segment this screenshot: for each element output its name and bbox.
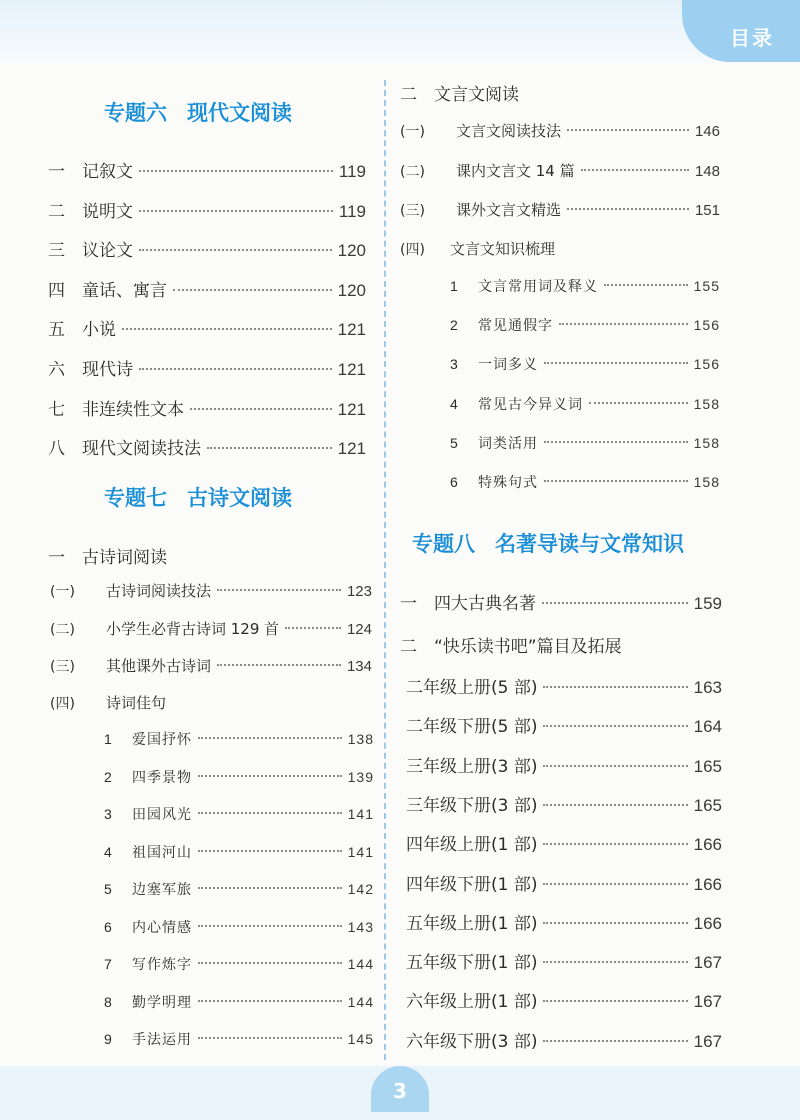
toc-entry-num: 一 — [48, 162, 65, 182]
toc-item[interactable] — [450, 276, 720, 296]
toc-entry[interactable] — [48, 157, 366, 182]
section7-heading-title: 古诗文阅读 — [187, 486, 292, 510]
toc-subentry-num: (一) — [400, 124, 425, 140]
toc-subentry-page: 146 — [694, 123, 720, 140]
section8-item1[interactable] — [400, 589, 722, 614]
section8-heading-title: 名著导读与文常知识 — [495, 532, 684, 556]
grade-entry-page: 165 — [693, 756, 722, 776]
section6-heading-num: 专题六 — [104, 101, 167, 125]
toc-entry-label: 现代文阅读技法 — [82, 439, 201, 460]
leader-dots — [198, 775, 342, 777]
toc-item-label: 常见古今异义词 — [478, 396, 583, 413]
toc-item-page: 141 — [347, 806, 374, 822]
grade-entry-label: 六年级上册(1 部) — [406, 992, 538, 1013]
toc-subentry[interactable] — [400, 160, 720, 181]
leader-dots — [542, 602, 688, 604]
leader-dots — [198, 887, 342, 889]
toc-entry-num: 三 — [48, 241, 65, 262]
grade-entry-label: 二年级下册(5 部) — [406, 717, 538, 738]
section7-sub4-label: 诗词佳句 — [106, 694, 167, 712]
grade-entry[interactable] — [406, 909, 722, 934]
leader-dots — [567, 129, 689, 131]
leader-dots — [217, 664, 341, 666]
toc-item-label: 写作炼字 — [132, 957, 192, 973]
toc-entry-label: 小说 — [82, 320, 116, 341]
toc-entry[interactable] — [48, 315, 366, 340]
toc-entry[interactable] — [48, 236, 366, 261]
toc-subentry-label: 文言文阅读技法 — [456, 122, 562, 140]
toc-item[interactable] — [104, 729, 374, 749]
toc-item-num: 5 — [450, 434, 458, 451]
toc-item-label: 田园风光 — [132, 807, 192, 823]
section8-item1-num: 一 — [400, 594, 417, 614]
leader-dots — [581, 169, 689, 171]
section6-heading — [104, 97, 292, 127]
grade-entry-label: 四年级上册(1 部) — [406, 835, 538, 856]
toc-item-num: 8 — [104, 993, 112, 1010]
toc-subentry[interactable] — [400, 199, 720, 220]
toc-subentry-page: 124 — [346, 620, 372, 638]
toc-entry-num: 七 — [48, 399, 65, 420]
toc-item-num: 6 — [450, 474, 458, 490]
leader-dots — [198, 737, 342, 739]
toc-subentry-label: 古诗词阅读技法 — [106, 582, 212, 600]
toc-item-page: 158 — [693, 474, 720, 490]
grade-entry-page: 167 — [693, 1031, 722, 1051]
toc-item-label: 祖国河山 — [132, 844, 192, 861]
toc-item-label: 内心情感 — [132, 919, 192, 936]
leader-dots — [589, 402, 688, 404]
toc-entry-page: 120 — [337, 241, 366, 261]
toc-entry-label: 记叙文 — [82, 162, 133, 182]
section7-sub4 — [50, 692, 166, 713]
section7-part1-num: 一 — [48, 548, 65, 568]
toc-entry[interactable] — [48, 276, 366, 301]
toc-item-label: 一词多义 — [478, 357, 538, 374]
toc-subentry[interactable] — [50, 618, 372, 639]
toc-item-page: 156 — [693, 317, 720, 334]
section7-part1-label: 古诗词阅读 — [82, 548, 167, 568]
right-part2 — [400, 80, 519, 105]
toc-item-page: 142 — [347, 881, 374, 897]
leader-dots — [543, 686, 687, 688]
toc-item[interactable] — [104, 804, 374, 824]
right-part2-num: 二 — [400, 85, 417, 105]
leader-dots — [198, 1037, 342, 1039]
toc-entry-label: 议论文 — [82, 241, 133, 262]
leader-dots — [544, 441, 688, 443]
toc-subentry-num: (三) — [50, 659, 75, 675]
toc-item-page: 139 — [347, 768, 374, 785]
toc-item[interactable] — [104, 1029, 374, 1049]
grade-entry-label: 五年级下册(1 部) — [406, 953, 538, 974]
leader-dots — [544, 362, 688, 364]
leader-dots — [139, 368, 332, 370]
toc-item[interactable] — [450, 315, 720, 335]
toc-item-page: 143 — [347, 918, 374, 935]
leader-dots — [604, 284, 688, 286]
leader-dots — [173, 289, 332, 291]
grade-entry[interactable] — [406, 752, 722, 777]
leader-dots — [139, 249, 332, 251]
toc-item[interactable] — [450, 433, 720, 453]
toc-item-num: 2 — [104, 768, 112, 785]
toc-entry-page: 120 — [337, 280, 366, 300]
toc-item-page: 141 — [347, 843, 374, 860]
toc-entry[interactable] — [48, 434, 366, 459]
grade-entry-label: 二年级上册(5 部) — [406, 678, 538, 698]
column-divider — [384, 80, 386, 1060]
toc-entry-page: 121 — [337, 360, 366, 379]
section8-item1-page: 159 — [693, 594, 722, 613]
grade-entry-label: 四年级下册(1 部) — [406, 874, 538, 895]
grade-entry-page: 163 — [693, 678, 722, 697]
leader-dots — [559, 323, 688, 325]
toc-item-num: 4 — [450, 395, 458, 412]
toc-entry-num: 四 — [48, 280, 65, 301]
grade-entry-page: 166 — [693, 835, 722, 855]
grade-entry-page: 164 — [693, 717, 722, 737]
toc-item-num: 5 — [104, 881, 112, 897]
toc-entry-label: 现代诗 — [82, 360, 133, 380]
right-sub4-num: (四) — [400, 242, 425, 258]
toc-subentry-page: 148 — [694, 162, 720, 180]
grade-entry[interactable] — [406, 712, 722, 737]
section7-part1 — [48, 543, 167, 568]
leader-dots — [543, 961, 687, 963]
leader-dots — [543, 804, 687, 806]
grade-entry[interactable] — [406, 673, 722, 698]
grade-entry[interactable] — [406, 870, 722, 895]
toc-item-page: 155 — [693, 278, 720, 294]
toc-item[interactable] — [104, 917, 374, 937]
toc-subentry[interactable] — [50, 655, 372, 676]
grade-entry-page: 167 — [693, 953, 722, 973]
toc-item-num: 7 — [104, 956, 112, 972]
toc-item-label: 边塞军旅 — [132, 882, 192, 898]
section7-heading-num: 专题七 — [104, 486, 167, 510]
page-number: 3 — [371, 1066, 429, 1112]
toc-item-num: 1 — [450, 278, 458, 294]
toc-item-page: 138 — [347, 731, 374, 747]
grade-entry-label: 三年级上册(3 部) — [406, 756, 538, 777]
toc-item-label: 勤学明理 — [132, 994, 192, 1011]
toc-item-num: 4 — [104, 843, 112, 860]
section8-part2-num: 二 — [400, 637, 417, 657]
grade-entry[interactable] — [406, 987, 722, 1012]
right-sub4-label: 文言文知识梳理 — [450, 240, 556, 258]
leader-dots — [198, 1000, 342, 1002]
grade-entry[interactable] — [406, 830, 722, 855]
toc-subentry-label: 其他课外古诗词 — [106, 657, 212, 675]
toc-item[interactable] — [450, 354, 720, 374]
section6-heading-title: 现代文阅读 — [187, 101, 292, 125]
toc-entry-num: 二 — [48, 201, 65, 222]
section8-part2-label: “快乐读书吧”篇目及拓展 — [434, 637, 622, 657]
toc-item[interactable] — [104, 879, 374, 899]
toc-item-page: 144 — [347, 993, 374, 1010]
leader-dots — [543, 725, 687, 727]
toc-subentry-page: 134 — [346, 658, 372, 675]
toc-item-num: 1 — [104, 731, 112, 747]
toc-entry-page: 119 — [338, 162, 366, 181]
toc-item-num: 2 — [450, 317, 458, 334]
toc-entry[interactable] — [48, 395, 366, 420]
toc-entry-page: 121 — [337, 320, 366, 340]
toc-item[interactable] — [104, 954, 374, 974]
leader-dots — [198, 925, 342, 927]
leader-dots — [217, 589, 341, 591]
grade-entry[interactable] — [406, 791, 722, 816]
toc-entry-num: 六 — [48, 360, 65, 380]
toc-subentry-label: 小学生必背古诗词 129 首 — [106, 619, 280, 638]
leader-dots — [139, 210, 333, 212]
toc-item[interactable] — [104, 767, 374, 787]
grade-entry[interactable] — [406, 948, 722, 973]
toc-entry-label: 童话、寓言 — [82, 280, 167, 301]
leader-dots — [190, 408, 332, 410]
toc-item-label: 文言常用词及释义 — [478, 279, 598, 295]
toc-item-label: 爱国抒怀 — [132, 732, 192, 748]
toc-entry-num: 五 — [48, 320, 65, 341]
grade-entry-label: 六年级下册(3 部) — [406, 1031, 538, 1052]
toc-item-num: 6 — [104, 918, 112, 935]
toc-item[interactable] — [450, 394, 720, 414]
leader-dots — [285, 627, 341, 629]
grade-entry-page: 166 — [693, 874, 722, 894]
toc-subentry-num: (一) — [50, 584, 75, 600]
section8-heading — [412, 528, 684, 558]
section8-heading-num: 专题八 — [412, 532, 475, 556]
toc-item[interactable] — [104, 992, 374, 1012]
toc-subentry-num: (二) — [400, 163, 425, 180]
toc-item-num: 3 — [450, 356, 458, 373]
toc-entry-label: 非连续性文本 — [82, 399, 184, 420]
leader-dots — [544, 480, 688, 482]
toc-item-label: 常见通假字 — [478, 318, 553, 335]
toc-entry-num: 八 — [48, 439, 65, 460]
grade-entry-page: 166 — [693, 913, 722, 933]
toc-item[interactable] — [104, 842, 374, 862]
right-part2-label: 文言文阅读 — [434, 85, 519, 105]
leader-dots — [207, 447, 332, 449]
toc-subentry[interactable] — [400, 120, 720, 141]
toc-entry[interactable] — [48, 355, 366, 380]
section8-item1-label: 四大古典名著 — [434, 594, 536, 614]
toc-item-label: 特殊句式 — [478, 475, 538, 491]
leader-dots — [543, 1040, 687, 1042]
toc-entry-page: 121 — [337, 399, 366, 419]
toc-subentry-label: 课内文言文 14 篇 — [456, 161, 575, 180]
toc-entry-page: 121 — [337, 439, 366, 459]
section8-part2 — [400, 632, 622, 657]
leader-dots — [139, 170, 333, 172]
toc-item-page: 158 — [693, 434, 720, 451]
header-band — [0, 0, 800, 62]
grade-entry-label: 五年级上册(1 部) — [406, 913, 538, 934]
toc-entry-page: 119 — [338, 201, 366, 221]
toc-subentry-page: 151 — [694, 202, 720, 219]
toc-item-num: 9 — [104, 1031, 112, 1047]
toc-item-label: 词类活用 — [478, 435, 538, 452]
contents-tab-label: 目录 — [730, 26, 774, 50]
leader-dots — [122, 328, 332, 330]
toc-entry-label: 说明文 — [82, 201, 133, 222]
grade-entry-page: 167 — [693, 992, 722, 1012]
section7-heading — [104, 482, 292, 512]
toc-item-page: 144 — [347, 956, 374, 972]
leader-dots — [543, 765, 687, 767]
leader-dots — [198, 850, 342, 852]
section7-sub4-num: (四) — [50, 696, 75, 712]
toc-subentry-label: 课外文言文精选 — [456, 201, 562, 219]
right-sub4 — [400, 238, 555, 259]
leader-dots — [543, 1000, 687, 1002]
toc-item-page: 156 — [693, 356, 720, 373]
leader-dots — [567, 208, 689, 210]
toc-item-label: 手法运用 — [132, 1032, 192, 1048]
toc-subentry[interactable] — [50, 580, 372, 601]
toc-item[interactable] — [450, 472, 720, 492]
toc-item-page: 145 — [347, 1031, 374, 1047]
toc-item-page: 158 — [693, 395, 720, 412]
leader-dots — [198, 962, 342, 964]
leader-dots — [543, 843, 687, 845]
leader-dots — [543, 883, 687, 885]
toc-subentry-page: 123 — [346, 583, 372, 600]
grade-entry[interactable] — [406, 1027, 722, 1052]
toc-subentry-num: (三) — [400, 203, 425, 219]
leader-dots — [198, 812, 342, 814]
leader-dots — [543, 922, 687, 924]
toc-item-label: 四季景物 — [132, 769, 192, 786]
toc-entry[interactable] — [48, 197, 366, 222]
toc-item-num: 3 — [104, 806, 112, 822]
toc-subentry-num: (二) — [50, 621, 75, 638]
grade-entry-label: 三年级下册(3 部) — [406, 795, 538, 816]
grade-entry-page: 165 — [693, 795, 722, 815]
